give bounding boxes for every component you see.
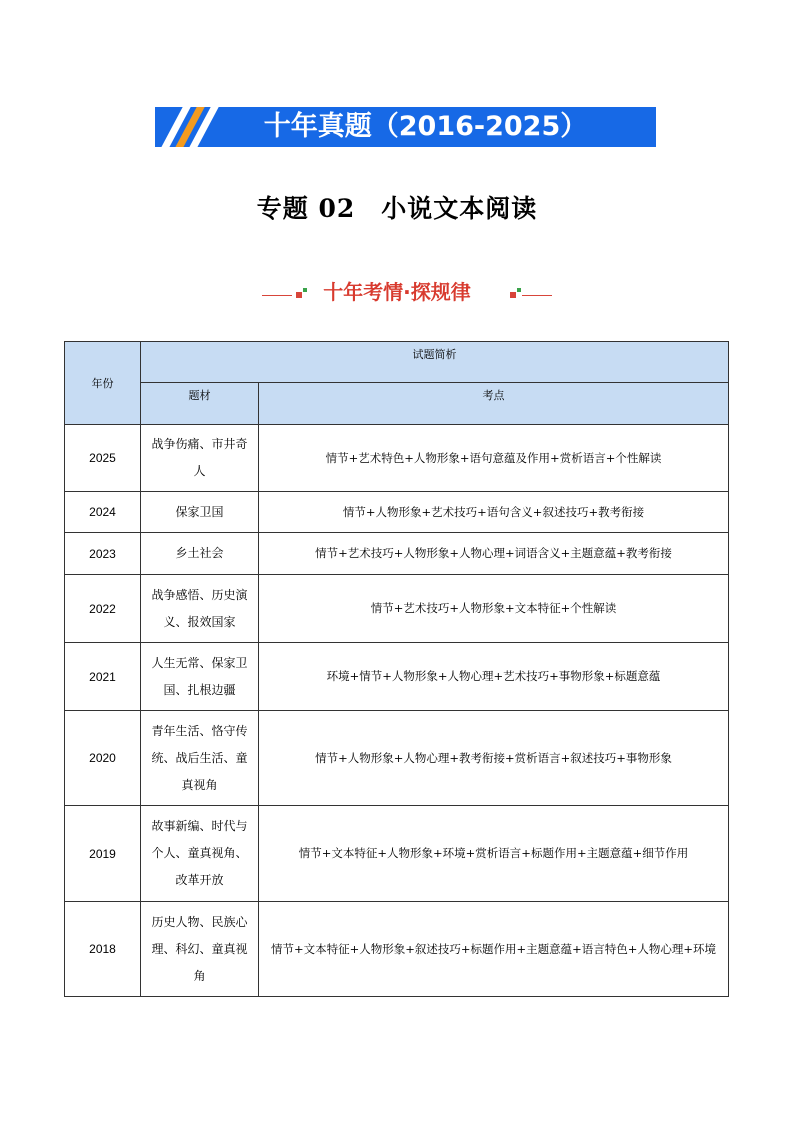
table-row — [65, 902, 729, 997]
table-row — [65, 806, 729, 902]
row-points: 情节+人物形象+艺术技巧+语句含义+叙述技巧+教考衔接 — [259, 492, 729, 533]
table-row — [65, 711, 729, 806]
row-topic: 乡土社会 — [141, 533, 259, 575]
row-topic: 青年生活、恪守传统、战后生活、童真视角 — [141, 711, 259, 806]
table-row — [65, 643, 729, 711]
row-topic: 人生无常、保家卫国、扎根边疆 — [141, 643, 259, 711]
section-label: 十年考情·探规律 — [323, 280, 471, 304]
title-banner — [155, 107, 656, 147]
header-points: 考点 — [259, 383, 729, 425]
header-topic: 题材 — [141, 383, 259, 425]
row-year: 2021 — [65, 643, 141, 711]
row-year: 2022 — [65, 575, 141, 643]
row-year: 2018 — [65, 902, 141, 997]
section-header — [0, 272, 794, 308]
row-points: 环境+情节+人物形象+人物心理+艺术技巧+事物形象+标题意蕴 — [259, 643, 729, 711]
row-topic: 保家卫国 — [141, 492, 259, 533]
row-year: 2023 — [65, 533, 141, 575]
row-points: 情节+艺术技巧+人物形象+文本特征+个性解读 — [259, 575, 729, 643]
row-points: 情节+艺术特色+人物形象+语句意蕴及作用+赏析语言+个性解读 — [259, 425, 729, 492]
row-year: 2019 — [65, 806, 141, 902]
row-year: 2020 — [65, 711, 141, 806]
row-topic: 历史人物、民族心理、科幻、童真视角 — [141, 902, 259, 997]
row-points: 情节+人物形象+人物心理+教考衔接+赏析语言+叙述技巧+事物形象 — [259, 711, 729, 806]
row-year: 2024 — [65, 492, 141, 533]
table-row — [65, 492, 729, 533]
row-points: 情节+艺术技巧+人物形象+人物心理+词语含义+主题意蕴+教考衔接 — [259, 533, 729, 575]
banner-title: 十年真题（2016-2025） — [263, 111, 588, 142]
exam-analysis-table — [64, 341, 729, 997]
row-topic: 战争感悟、历史演义、报效国家 — [141, 575, 259, 643]
header-analysis: 试题简析 — [141, 342, 729, 383]
row-year: 2025 — [65, 425, 141, 492]
header-year: 年份 — [65, 342, 141, 425]
row-topic: 故事新编、时代与个人、童真视角、改革开放 — [141, 806, 259, 902]
table-row — [65, 533, 729, 575]
row-points: 情节+文本特征+人物形象+叙述技巧+标题作用+主题意蕴+语言特色+人物心理+环境 — [259, 902, 729, 997]
table-row — [65, 575, 729, 643]
row-topic: 战争伤痛、市井奇人 — [141, 425, 259, 492]
table-row — [65, 425, 729, 492]
row-points: 情节+文本特征+人物形象+环境+赏析语言+标题作用+主题意蕴+细节作用 — [259, 806, 729, 902]
subject-title: 专题 02 小说文本阅读 — [256, 194, 538, 223]
